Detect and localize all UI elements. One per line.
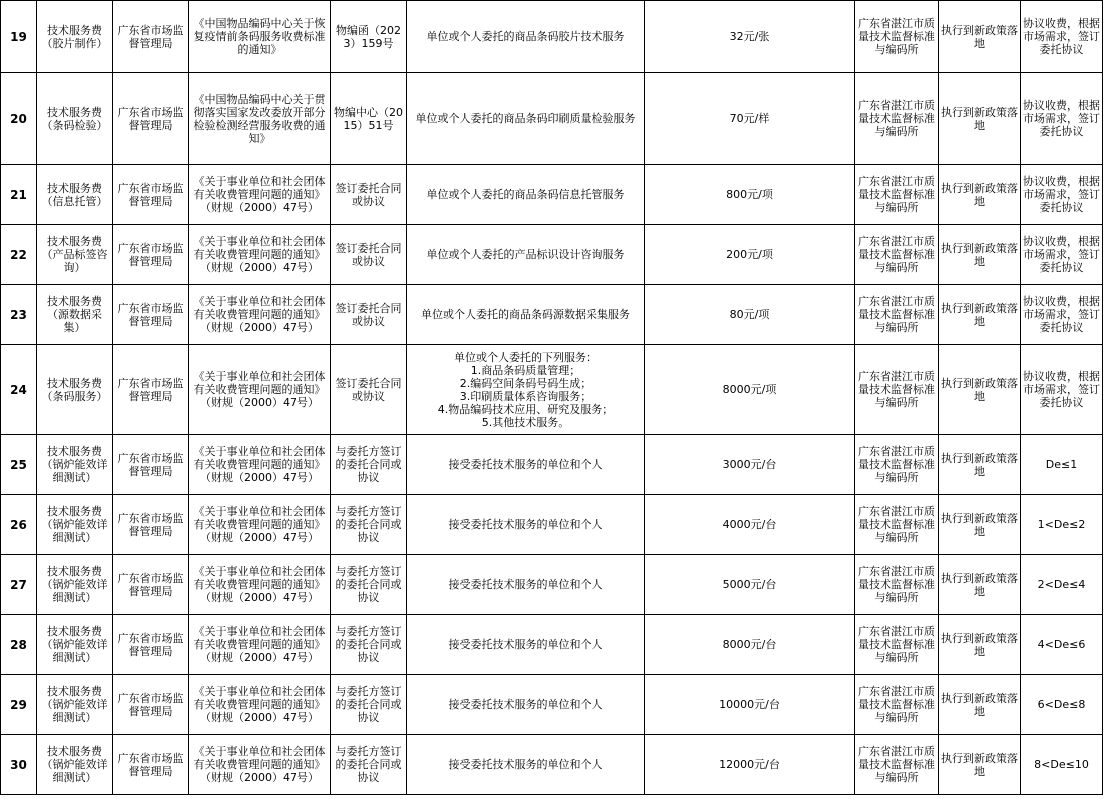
row-number-cell: 29 — [1, 675, 37, 735]
validity-period-cell: 执行到新政策落地 — [939, 615, 1021, 675]
row-number-cell: 25 — [1, 435, 37, 495]
row-number-cell: 22 — [1, 225, 37, 285]
fee-basis-cell: 《关于事业单位和社会团体有关收费管理问题的通知》（财规（2000）47号） — [189, 675, 331, 735]
fee-standard-cell: 800元/项 — [645, 165, 855, 225]
row-number-cell: 21 — [1, 165, 37, 225]
fee-basis-cell: 《中国物品编码中心关于恢复疫情前条码服务收费标准的通知》 — [189, 1, 331, 73]
document-number-cell: 物编函（2023）159号 — [331, 1, 407, 73]
service-content-line: 单位或个人委托的下列服务： — [454, 350, 597, 364]
table-row — [1, 615, 1103, 675]
row-number-cell: 19 — [1, 1, 37, 73]
service-content-line: 5.其他技术服务。 — [481, 415, 570, 429]
service-content-cell: 单位或个人委托的产品标识设计咨询服务 — [407, 225, 645, 285]
validity-period-cell: 执行到新政策落地 — [939, 285, 1021, 345]
fee-standard-cell: 80元/项 — [645, 285, 855, 345]
approval-authority-cell: 广东省市场监督管理局 — [113, 735, 189, 795]
document-number-cell: 与委托方签订的委托合同或协议 — [331, 435, 407, 495]
approval-authority-cell: 广东省市场监督管理局 — [113, 165, 189, 225]
fee-item-cell: 技术服务费（锅炉能效详细测试） — [37, 555, 113, 615]
fee-item-cell: 技术服务费（条码服务） — [37, 345, 113, 435]
service-content-cell: 单位或个人委托的商品条码源数据采集服务 — [407, 285, 645, 345]
charging-unit-cell: 广东省湛江市质量技术监督标准与编码所 — [855, 285, 939, 345]
fee-basis-cell: 《关于事业单位和社会团体有关收费管理问题的通知》（财规（2000）47号） — [189, 735, 331, 795]
validity-period-cell: 执行到新政策落地 — [939, 495, 1021, 555]
row-number-cell: 30 — [1, 735, 37, 795]
fee-item-cell: 技术服务费（锅炉能效详细测试） — [37, 495, 113, 555]
fee-basis-cell: 《关于事业单位和社会团体有关收费管理问题的通知》（财规（2000）47号） — [189, 435, 331, 495]
charging-unit-cell: 广东省湛江市质量技术监督标准与编码所 — [855, 435, 939, 495]
table-row — [1, 285, 1103, 345]
remarks-cell: 协议收费，根据市场需求，签订委托协议 — [1021, 285, 1103, 345]
validity-period-cell: 执行到新政策落地 — [939, 1, 1021, 73]
service-content-cell — [407, 345, 645, 435]
fee-item-cell: 技术服务费（锅炉能效详细测试） — [37, 675, 113, 735]
fee-standard-cell: 32元/张 — [645, 1, 855, 73]
table-row — [1, 1, 1103, 73]
fee-item-cell: 技术服务费（信息托管） — [37, 165, 113, 225]
fee-standard-cell: 12000元/台 — [645, 735, 855, 795]
approval-authority-cell: 广东省市场监督管理局 — [113, 555, 189, 615]
document-number-cell: 物编中心（2015）51号 — [331, 73, 407, 165]
fee-basis-cell: 《关于事业单位和社会团体有关收费管理问题的通知》（财规（2000）47号） — [189, 495, 331, 555]
table-row — [1, 73, 1103, 165]
approval-authority-cell: 广东省市场监督管理局 — [113, 675, 189, 735]
fee-standard-cell: 10000元/台 — [645, 675, 855, 735]
service-content-cell: 接受委托技术服务的单位和个人 — [407, 555, 645, 615]
service-content-line: 1.商品条码质量管理； — [470, 363, 581, 377]
table-row — [1, 165, 1103, 225]
fee-item-cell: 技术服务费（产品标签咨询） — [37, 225, 113, 285]
table-row — [1, 555, 1103, 615]
remarks-cell: De≤1 — [1021, 435, 1103, 495]
table-row — [1, 435, 1103, 495]
charging-unit-cell: 广东省湛江市质量技术监督标准与编码所 — [855, 345, 939, 435]
charging-unit-cell: 广东省湛江市质量技术监督标准与编码所 — [855, 225, 939, 285]
remarks-cell: 协议收费，根据市场需求，签订委托协议 — [1021, 345, 1103, 435]
approval-authority-cell: 广东省市场监督管理局 — [113, 225, 189, 285]
fee-basis-cell: 《关于事业单位和社会团体有关收费管理问题的通知》（财规（2000）47号） — [189, 285, 331, 345]
fee-basis-cell: 《中国物品编码中心关于贯彻落实国家发改委放开部分检验检测经营服务收费的通知》 — [189, 73, 331, 165]
document-number-cell: 签订委托合同或协议 — [331, 345, 407, 435]
fee-item-cell: 技术服务费（条码检验） — [37, 73, 113, 165]
fee-standard-cell: 8000元/项 — [645, 345, 855, 435]
fee-basis-cell: 《关于事业单位和社会团体有关收费管理问题的通知》（财规（2000）47号） — [189, 225, 331, 285]
row-number-cell: 20 — [1, 73, 37, 165]
charging-unit-cell: 广东省湛江市质量技术监督标准与编码所 — [855, 735, 939, 795]
charging-unit-cell: 广东省湛江市质量技术监督标准与编码所 — [855, 495, 939, 555]
document-number-cell: 与委托方签订的委托合同或协议 — [331, 555, 407, 615]
service-content-cell: 单位或个人委托的商品条码胶片技术服务 — [407, 1, 645, 73]
table-body — [1, 1, 1103, 795]
table-row — [1, 225, 1103, 285]
service-content-cell: 接受委托技术服务的单位和个人 — [407, 615, 645, 675]
service-content-line: 3.印刷质量体系咨询服务； — [459, 389, 592, 403]
fee-basis-cell: 《关于事业单位和社会团体有关收费管理问题的通知》（财规（2000）47号） — [189, 555, 331, 615]
fee-item-cell: 技术服务费（胶片制作） — [37, 1, 113, 73]
validity-period-cell: 执行到新政策落地 — [939, 675, 1021, 735]
charging-unit-cell: 广东省湛江市质量技术监督标准与编码所 — [855, 165, 939, 225]
remarks-cell: 6<De≤8 — [1021, 675, 1103, 735]
fee-standard-cell: 4000元/台 — [645, 495, 855, 555]
document-number-cell: 签订委托合同或协议 — [331, 165, 407, 225]
fee-standard-cell: 200元/项 — [645, 225, 855, 285]
validity-period-cell: 执行到新政策落地 — [939, 435, 1021, 495]
charging-unit-cell: 广东省湛江市质量技术监督标准与编码所 — [855, 555, 939, 615]
remarks-cell: 1<De≤2 — [1021, 495, 1103, 555]
service-content-cell: 接受委托技术服务的单位和个人 — [407, 435, 645, 495]
service-content-cell: 接受委托技术服务的单位和个人 — [407, 735, 645, 795]
validity-period-cell: 执行到新政策落地 — [939, 73, 1021, 165]
row-number-cell: 23 — [1, 285, 37, 345]
approval-authority-cell: 广东省市场监督管理局 — [113, 435, 189, 495]
validity-period-cell: 执行到新政策落地 — [939, 225, 1021, 285]
document-number-cell: 签订委托合同或协议 — [331, 225, 407, 285]
approval-authority-cell: 广东省市场监督管理局 — [113, 73, 189, 165]
fee-item-cell: 技术服务费（源数据采集） — [37, 285, 113, 345]
table-row — [1, 345, 1103, 435]
fee-standard-cell: 3000元/台 — [645, 435, 855, 495]
remarks-cell: 协议收费，根据市场需求，签订委托协议 — [1021, 225, 1103, 285]
remarks-cell: 协议收费，根据市场需求，签订委托协议 — [1021, 73, 1103, 165]
fee-standard-cell: 8000元/台 — [645, 615, 855, 675]
document-number-cell: 与委托方签订的委托合同或协议 — [331, 735, 407, 795]
row-number-cell: 28 — [1, 615, 37, 675]
fee-basis-cell: 《关于事业单位和社会团体有关收费管理问题的通知》（财规（2000）47号） — [189, 345, 331, 435]
charging-unit-cell: 广东省湛江市质量技术监督标准与编码所 — [855, 675, 939, 735]
document-number-cell: 与委托方签订的委托合同或协议 — [331, 675, 407, 735]
document-number-cell: 签订委托合同或协议 — [331, 285, 407, 345]
fee-standard-cell: 5000元/台 — [645, 555, 855, 615]
approval-authority-cell: 广东省市场监督管理局 — [113, 615, 189, 675]
validity-period-cell: 执行到新政策落地 — [939, 165, 1021, 225]
remarks-cell: 协议收费，根据市场需求，签订委托协议 — [1021, 1, 1103, 73]
table-row — [1, 735, 1103, 795]
validity-period-cell: 执行到新政策落地 — [939, 735, 1021, 795]
fee-basis-cell: 《关于事业单位和社会团体有关收费管理问题的通知》（财规（2000）47号） — [189, 165, 331, 225]
approval-authority-cell: 广东省市场监督管理局 — [113, 345, 189, 435]
document-number-cell: 与委托方签订的委托合同或协议 — [331, 615, 407, 675]
document-number-cell: 与委托方签订的委托合同或协议 — [331, 495, 407, 555]
row-number-cell: 24 — [1, 345, 37, 435]
fee-standard-cell: 70元/样 — [645, 73, 855, 165]
table-row — [1, 495, 1103, 555]
fee-item-cell: 技术服务费（锅炉能效详细测试） — [37, 615, 113, 675]
service-content-line: 2.编码空间条码号码生成； — [459, 376, 592, 390]
charging-unit-cell: 广东省湛江市质量技术监督标准与编码所 — [855, 1, 939, 73]
charging-unit-cell: 广东省湛江市质量技术监督标准与编码所 — [855, 615, 939, 675]
row-number-cell: 26 — [1, 495, 37, 555]
validity-period-cell: 执行到新政策落地 — [939, 555, 1021, 615]
validity-period-cell: 执行到新政策落地 — [939, 345, 1021, 435]
row-number-cell: 27 — [1, 555, 37, 615]
table-row — [1, 675, 1103, 735]
approval-authority-cell: 广东省市场监督管理局 — [113, 1, 189, 73]
service-content-cell: 单位或个人委托的商品条码印刷质量检验服务 — [407, 73, 645, 165]
fee-item-cell: 技术服务费（锅炉能效详细测试） — [37, 735, 113, 795]
fee-item-cell: 技术服务费（锅炉能效详细测试） — [37, 435, 113, 495]
service-content-line: 4.物品编码技术应用、研究及服务； — [437, 402, 614, 416]
service-content-cell: 单位或个人委托的商品条码信息托管服务 — [407, 165, 645, 225]
fee-basis-cell: 《关于事业单位和社会团体有关收费管理问题的通知》（财规（2000）47号） — [189, 615, 331, 675]
service-content-cell: 接受委托技术服务的单位和个人 — [407, 675, 645, 735]
remarks-cell: 2<De≤4 — [1021, 555, 1103, 615]
approval-authority-cell: 广东省市场监督管理局 — [113, 285, 189, 345]
approval-authority-cell: 广东省市场监督管理局 — [113, 495, 189, 555]
service-content-cell: 接受委托技术服务的单位和个人 — [407, 495, 645, 555]
remarks-cell: 8<De≤10 — [1021, 735, 1103, 795]
remarks-cell: 协议收费，根据市场需求，签订委托协议 — [1021, 165, 1103, 225]
remarks-cell: 4<De≤6 — [1021, 615, 1103, 675]
charging-unit-cell: 广东省湛江市质量技术监督标准与编码所 — [855, 73, 939, 165]
